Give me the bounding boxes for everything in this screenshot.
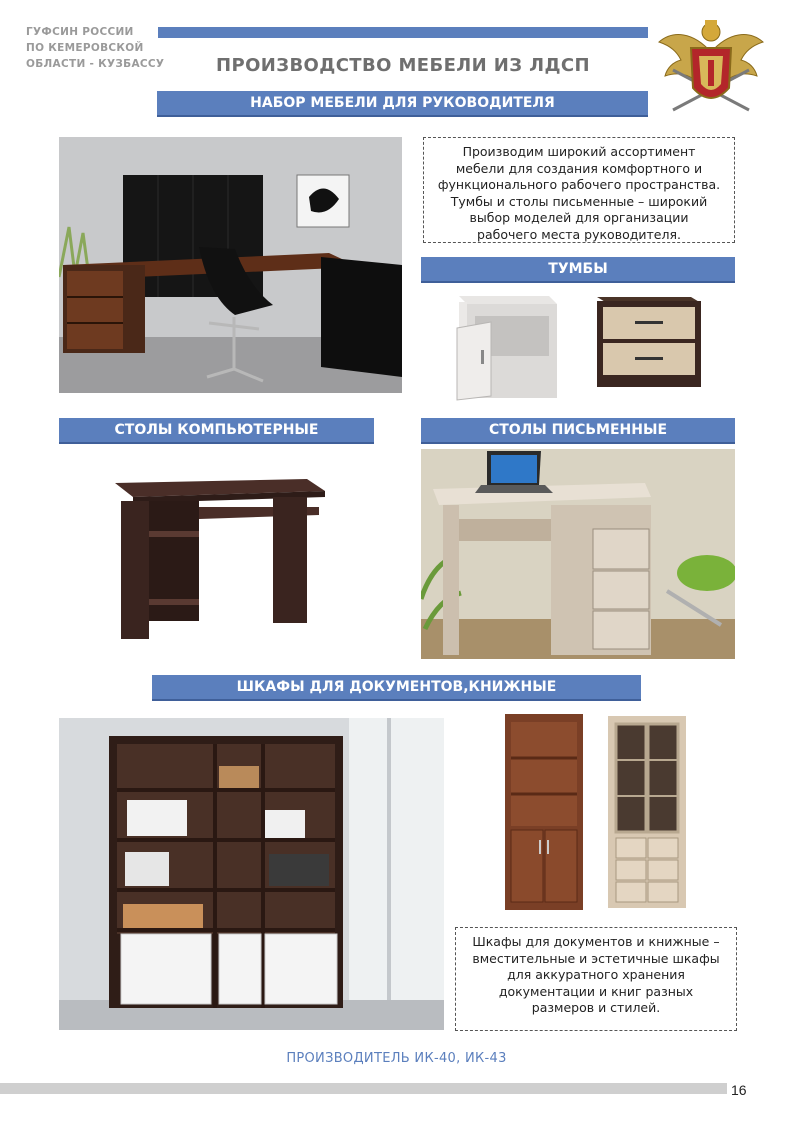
section-computer-desks: СТОЛЫ КОМПЬЮТЕРНЫЕ	[59, 418, 374, 444]
two-tone-nightstand-photo	[593, 291, 707, 389]
intro-line: функционального рабочего пространства.	[437, 177, 721, 192]
intro-line: рабочего места руководителя.	[477, 226, 681, 242]
cabinets-line: документации и книг разных	[498, 983, 694, 999]
cabinets-line: для аккуратного хранения	[507, 967, 685, 982]
footer-bar	[0, 1083, 727, 1094]
org-line: ОБЛАСТИ - КУЗБАССУ	[26, 58, 165, 70]
writing-desk-photo	[421, 449, 735, 659]
intro-line: выбор моделей для организации	[469, 210, 689, 225]
section-writing-desks: СТОЛЫ ПИСЬМЕННЫЕ	[421, 418, 735, 444]
bookshelf-room-photo	[59, 718, 444, 1030]
oak-glass-cabinet-photo	[604, 712, 690, 912]
computer-desk-photo	[107, 471, 332, 640]
page-title: ПРОИЗВОДСТВО МЕБЕЛИ ИЗ ЛДСП	[216, 55, 590, 76]
producer-caption: ПРОИЗВОДИТЕЛЬ ИК-40, ИК-43	[286, 1051, 507, 1066]
section-nightstands: ТУМБЫ	[421, 257, 735, 283]
intro-line: Тумбы и столы письменные – широкий	[450, 193, 708, 209]
header-accent-bar	[158, 27, 648, 38]
section-executive-set: НАБОР МЕБЕЛИ ДЛЯ РУКОВОДИТЕЛЯ	[157, 91, 648, 117]
cabinets-text-box	[455, 927, 737, 1031]
intro-line: мебели для создания комфортного и	[455, 160, 703, 176]
walnut-cabinet-photo	[501, 712, 587, 918]
intro-line: Производим широкий ассортимент	[462, 144, 696, 159]
section-cabinets: ШКАФЫ ДЛЯ ДОКУМЕНТОВ,КНИЖНЫЕ	[152, 675, 641, 701]
cabinets-line: Шкафы для документов и книжные –	[472, 934, 720, 949]
page-number: 16	[731, 1082, 747, 1098]
fsin-emblem	[655, 12, 767, 124]
intro-text-box	[423, 137, 735, 243]
organization-name	[26, 24, 166, 72]
white-nightstand-photo	[449, 288, 564, 403]
cabinets-line: размеров и стилей.	[531, 1000, 661, 1015]
org-line: ГУФСИН РОССИИ	[26, 26, 134, 38]
executive-office-photo	[59, 137, 402, 393]
org-line: ПО КЕМЕРОВСКОЙ	[26, 42, 144, 54]
cabinets-line: вместительные и эстетичные шкафы	[472, 950, 720, 966]
